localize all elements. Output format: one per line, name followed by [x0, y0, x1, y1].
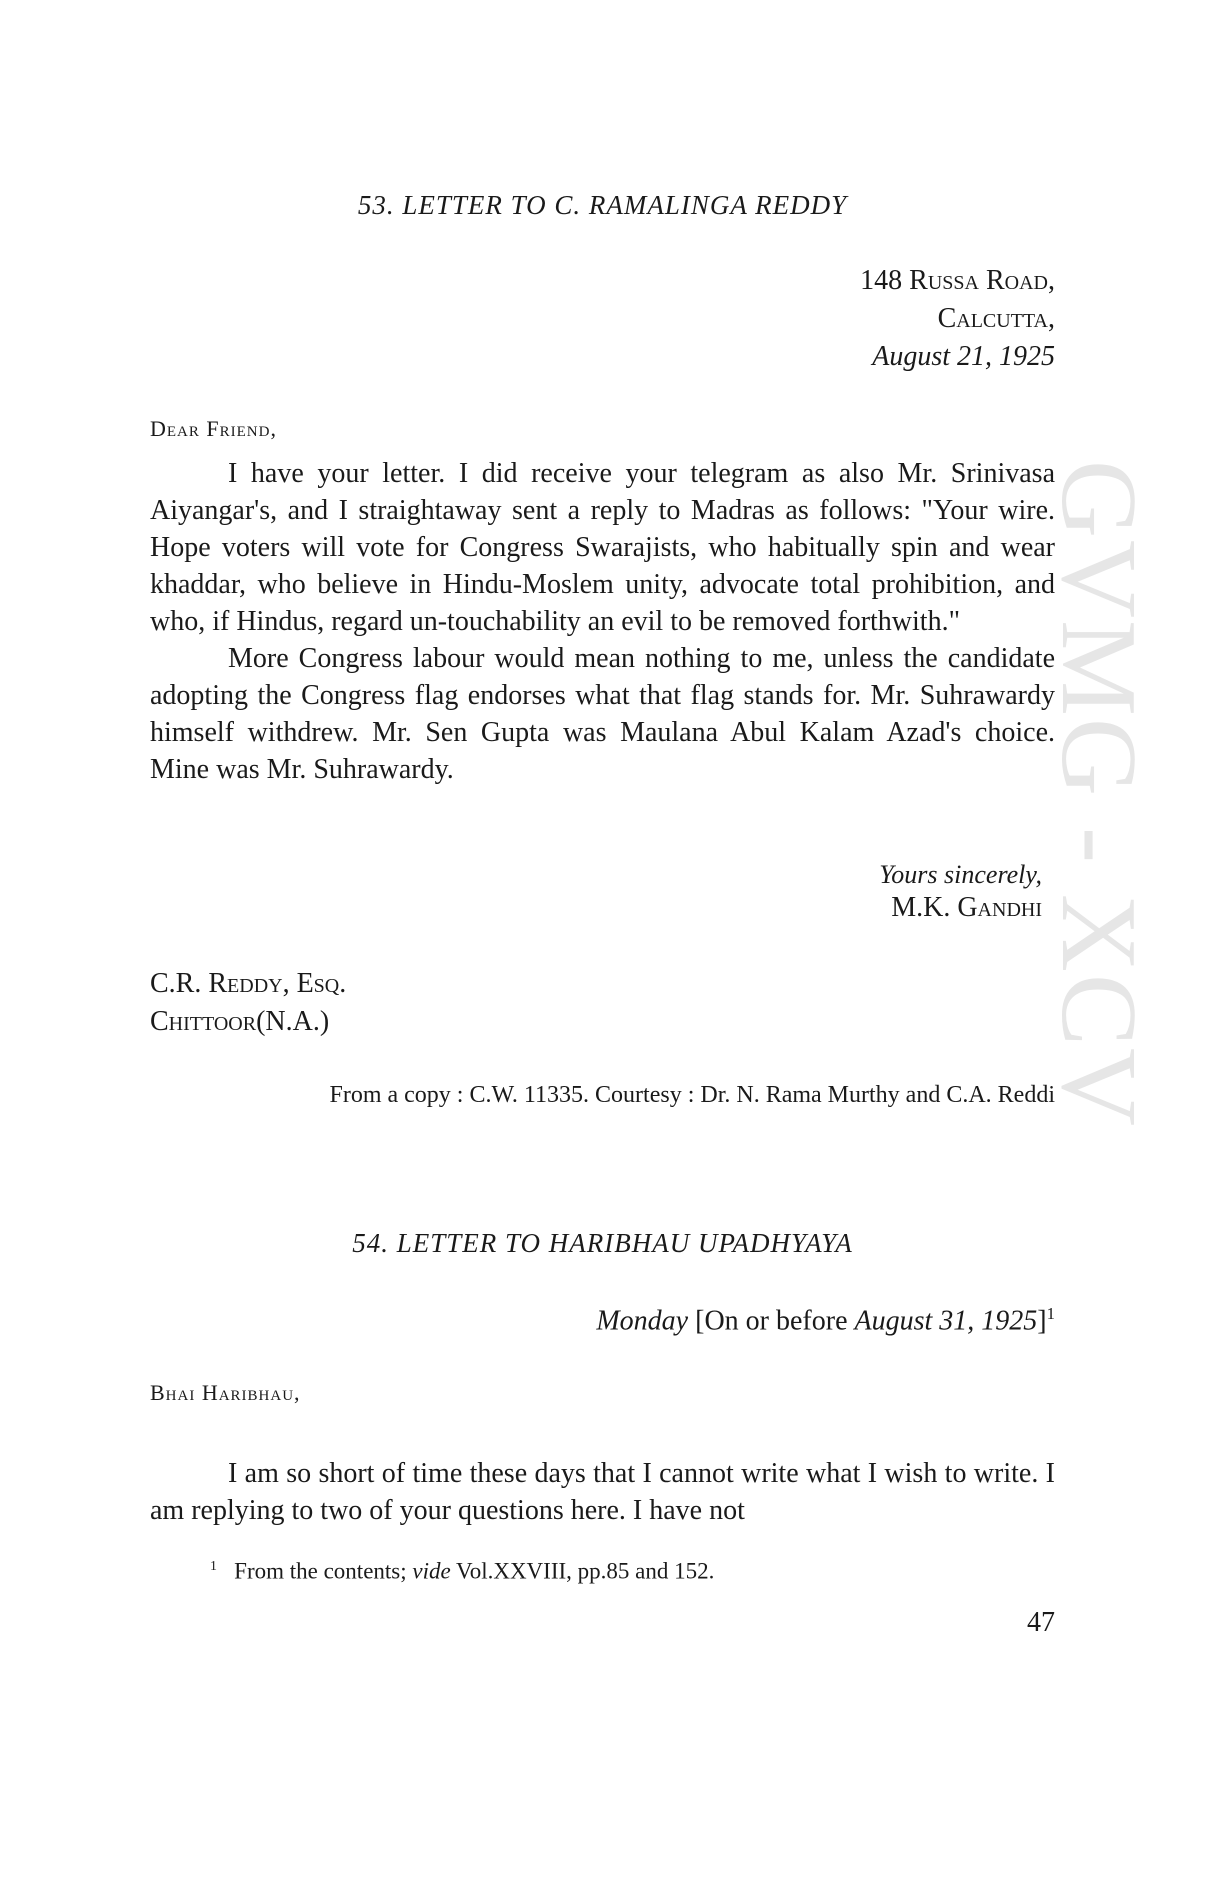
recipient-line-2: Chittoor(N.A.): [150, 1006, 330, 1037]
footnote-text-after: Vol.XXVIII, pp.85 and 152.: [456, 1558, 715, 1584]
letter-54-date-line: [150, 1295, 1055, 1340]
letter-53-address: [150, 262, 1055, 376]
letter-53-paragraph-2: More Congress labour would mean nothing to me, unless the candidate adopting the Congress flag endorses what that flag stands for. Mr. Suhrawardy himself withdrew. Mr. Sen Gupta was Maulana Abul Kalam Azad's choice. Mine was Mr. Suhrawardy.: [150, 643, 1055, 785]
letter-53-date: August 21, 1925: [872, 341, 1055, 372]
recipient-line-1: C.R. Reddy, Esq.: [150, 968, 347, 999]
page-number: 47: [1027, 1607, 1055, 1638]
letter-54-salutation: Bhai Haribhau,: [150, 1380, 301, 1405]
letter-54-paragraph-1: I am so short of time these days that I cannot write what I wish to write. I am replying to two of your questions here. I have not: [150, 1458, 1055, 1526]
address-line-1: 148 Russa Road,: [860, 265, 1055, 296]
letter-53-source: From a copy : C.W. 11335. Courtesy : Dr. N. Rama Murthy and C.A. Reddi: [329, 1082, 1055, 1108]
footnote-text-before: From the contents;: [234, 1558, 407, 1584]
letter-53-signature: M.K. Gandhi: [891, 892, 1042, 923]
letter-54-body: [150, 1455, 1055, 1529]
letter-53-closing: Yours sincerely,: [879, 860, 1042, 889]
footnote-marker: 1: [210, 1558, 217, 1573]
letter-54-day: Monday: [596, 1305, 689, 1337]
letter-53-title: 53. LETTER TO C. RAMALINGA REDDY: [357, 190, 848, 220]
footnote-text-italic: vide: [412, 1558, 451, 1584]
letter-53-recipient: [150, 965, 1055, 1041]
watermark: GVMG - XCV: [1039, 460, 1158, 1128]
footnote: [210, 1558, 1055, 1585]
footnote-reference: 1: [1046, 1304, 1055, 1323]
letter-54-title: 54. LETTER TO HARIBHAU UPADHYAYA: [352, 1228, 853, 1258]
address-line-2: Calcutta,: [937, 303, 1055, 334]
letter-54-date-prefix: [On or before: [695, 1305, 848, 1337]
letter-53-paragraph-1: I have your letter. I did receive your telegram as also Mr. Srinivasa Aiyangar's, and I straightaway sent a reply to Madras as follows: "Your wire. Hope voters will vote for Congress Swarajists, who habitually spin and wear khaddar, who believe in Hindu-Moslem unity, advocate total prohibition, and who, if Hindus, regard un-touchability an evil to be removed forthwith.": [150, 458, 1055, 637]
letter-54-date-close: ]: [1037, 1305, 1047, 1337]
letter-53-salutation: Dear Friend,: [150, 416, 277, 441]
letter-53-body: [150, 455, 1055, 788]
letter-54-date: August 31, 1925: [854, 1305, 1038, 1337]
